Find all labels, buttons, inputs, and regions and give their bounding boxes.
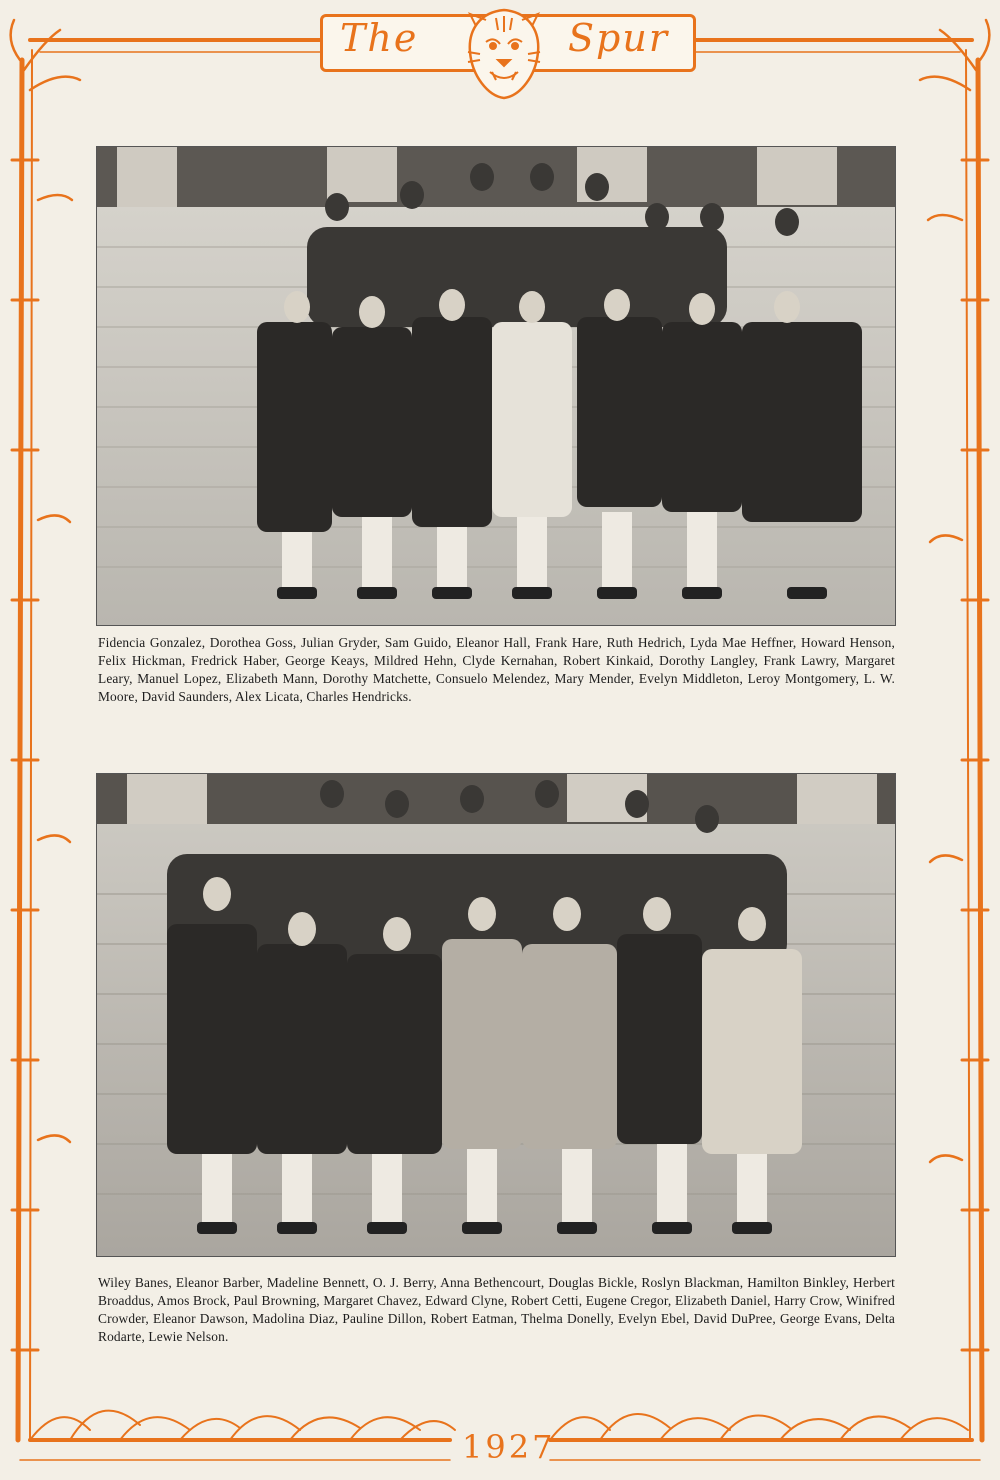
footer-year: 1927	[462, 1428, 556, 1466]
photo-bottom-image	[97, 774, 895, 1256]
photo-caption-top: Fidencia Gonzalez, Dorothea Goss, Julian Gryder, Sam Guido, Eleanor Hall, Frank Hare, Ruth Hedrich, Lyda Mae Heffner, Howard Henson, Felix Hickman, Fredrick Haber, George Keays, Mildred Hehn, Clyde Kernahan, Robert Kinkaid, Dorothy Langley, Frank Lawry, Margaret Leary, Manuel Lopez, Elizabeth Mann, Dorothy Matchette, Consuelo Melendez, Mary Mender, Evelyn Middleton, Leroy Montgomery, L. W. Moore, David Saunders, Alex Licata, Charles Hendricks.	[98, 635, 895, 704]
group-photo-top	[96, 146, 896, 626]
header-word-spur: Spur	[568, 16, 669, 60]
header-word-the: The	[340, 16, 419, 60]
group-photo-bottom	[96, 773, 896, 1257]
photo-caption-bottom: Wiley Banes, Eleanor Barber, Madeline Bennett, O. J. Berry, Anna Bethencourt, Douglas Bickle, Roslyn Blackman, Hamilton Binkley, Herbert Broaddus, Amos Brock, Paul Browning, Margaret Chavez, Edward Clyne, Robert Cetti, Eugene Cregor, Elizabeth Daniel, Harry Crow, Winifred Crowder, Eleanor Dawson, Madolina Diaz, Pauline Dillon, Robert Eatman, Thelma Donelly, Evelyn Ebel, David DuPree, George Evans, Delta Rodarte, Lewie Nelson.	[98, 1275, 895, 1344]
tiger-head-icon	[462, 6, 546, 102]
photo-top-image	[97, 147, 895, 625]
